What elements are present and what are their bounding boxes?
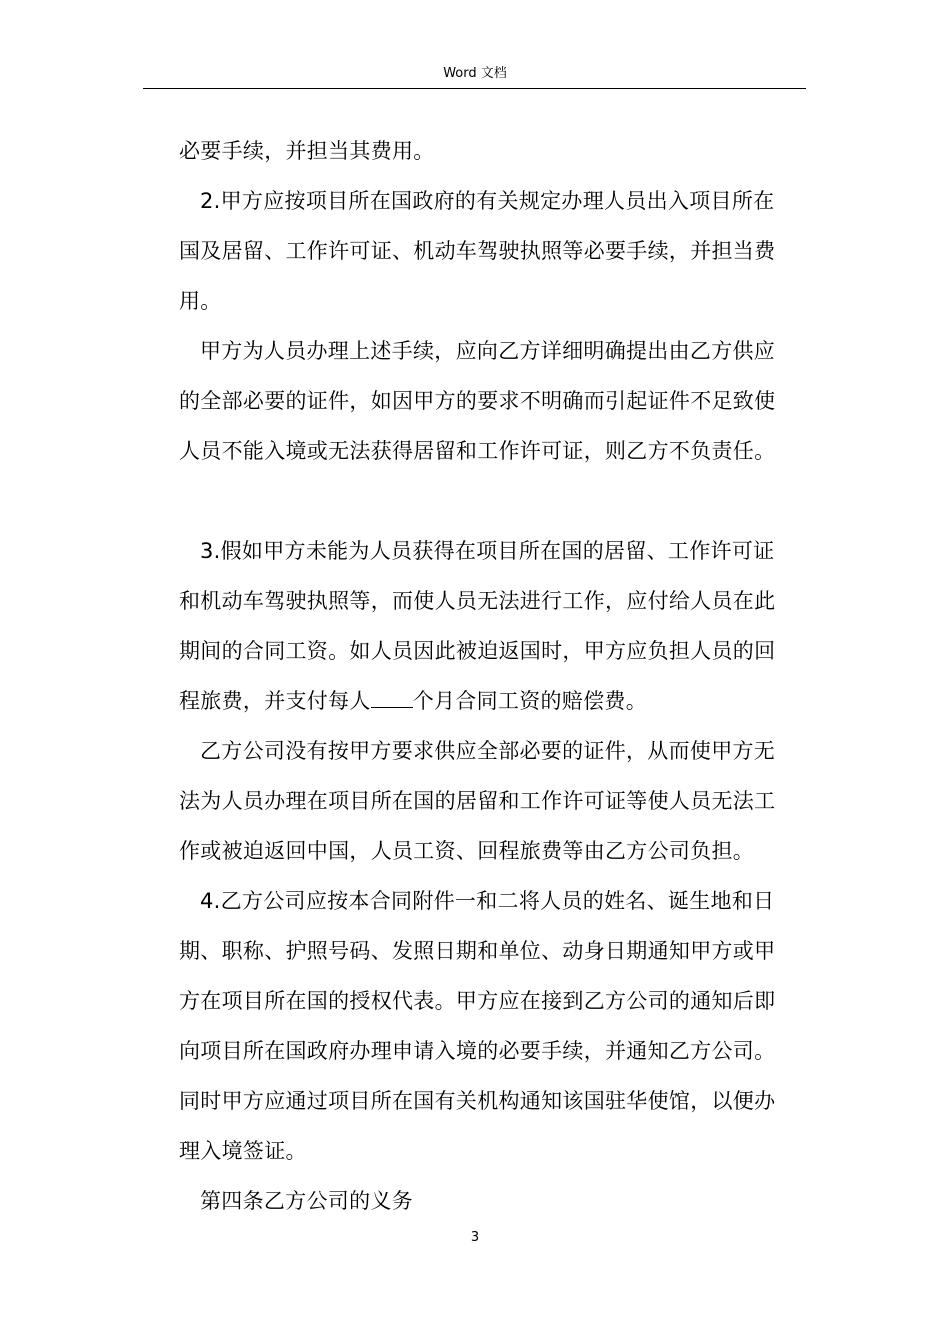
paragraph-line: 用。 bbox=[179, 289, 222, 313]
paragraph-line bbox=[179, 676, 809, 726]
paragraph-text: 程旅费，并支付每人 bbox=[179, 689, 371, 713]
paragraph-text: 个月合同工资的赔偿费。 bbox=[412, 689, 648, 713]
paragraph-line: 4.乙方公司应按本合同附件一和二将人员的姓名、诞生地和日 bbox=[200, 889, 775, 913]
paragraph-line: 乙方公司没有按甲方要求供应全部必要的证件，从而使甲方无 bbox=[200, 739, 776, 763]
paragraph-line: 必要手续，并担当其费用。 bbox=[179, 139, 435, 163]
paragraph-line: 和机动车驾驶执照等，而使人员无法进行工作，应付给人员在此 bbox=[179, 589, 776, 613]
fill-in-blank bbox=[371, 689, 413, 708]
paragraph-line: 国及居留、工作许可证、机动车驾驶执照等必要手续，并担当费 bbox=[179, 239, 776, 263]
paragraph-line: 期间的合同工资。如人员因此被迫返国时，甲方应负担人员的回 bbox=[179, 639, 776, 663]
paragraph-line: 期、职称、护照号码、发照日期和单位、动身日期通知甲方或甲 bbox=[179, 939, 776, 963]
paragraph-line: 方在项目所在国的授权代表。甲方应在接到乙方公司的通知后即 bbox=[179, 989, 776, 1013]
section-heading: 第四条乙方公司的义务 bbox=[200, 1189, 413, 1213]
page-number: 3 bbox=[470, 1230, 480, 1245]
paragraph-line: 向项目所在国政府办理申请入境的必要手续，并通知乙方公司。 bbox=[179, 1039, 776, 1063]
header-divider bbox=[143, 88, 806, 89]
paragraph-line: 作或被迫返回中国，人员工资、回程旅费等由乙方公司负担。 bbox=[179, 839, 755, 863]
document-body bbox=[179, 126, 809, 1226]
paragraph-line: 3.假如甲方未能为人员获得在项目所在国的居留、工作许可证 bbox=[200, 539, 775, 563]
paragraph-line: 2.甲方应按项目所在国政府的有关规定办理人员出入项目所在 bbox=[200, 189, 775, 213]
paragraph-line: 法为人员办理在项目所在国的居留和工作许可证等使人员无法工 bbox=[179, 789, 776, 813]
paragraph-line: 的全部必要的证件，如因甲方的要求不明确而引起证件不足致使 bbox=[179, 389, 776, 413]
paragraph-line: 理入境签证。 bbox=[179, 1139, 307, 1163]
paragraph-line: 同时甲方应通过项目所在国有关机构通知该国驻华使馆，以便办 bbox=[179, 1089, 776, 1113]
paragraph-line: 人员不能入境或无法获得居留和工作许可证，则乙方不负责任。 bbox=[179, 439, 776, 463]
paragraph-line: 甲方为人员办理上述手续，应向乙方详细明确提出由乙方供应 bbox=[200, 339, 776, 363]
header-title: Word 文档 bbox=[443, 66, 507, 81]
